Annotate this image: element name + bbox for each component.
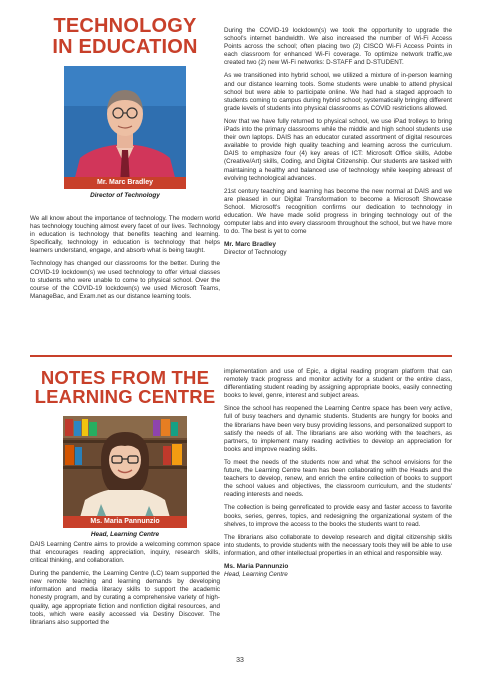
tech-left-text bbox=[30, 215, 220, 301]
section-divider bbox=[30, 355, 452, 357]
paragraph: During the pandemic, the Learning Centre (LC) team supported the new remote teaching and learning demands by developing information and media literacy skills to support the academic honesty program, and by curating a comprehensive variety of high-quality, age appropriate fiction and nonfiction digital resources, and tools, which were easily accessed via Destiny Discover. The librarians also supported the bbox=[30, 570, 220, 626]
paragraph: During the COVID-19 lockdown(s) we took the opportunity to upgrade the school's internet bandwidth. We also increased the number of Wi-Fi Access Points across the school; often placing two (2) CISCO Wi-Fi Access Points in each classroom for enhanced Wi-Fi coverage. To optimize network traffic,we created two (2) new Wi-Fi networks: D-STAFF and D-STUDENT. bbox=[224, 27, 452, 67]
paragraph: 21st century teaching and learning has become the new normal at DAIS and we are pleased in our Digital Transformation to become a Microsoft Showcase School. Microsoft's recognition confirms our dedication to technology in education. We have made solid progress in bringing technology out of the computer labs and into every classroom throughout the school, but we have more to do. The best is yet to come bbox=[224, 187, 452, 236]
library-signature-name: Ms. Maria Pannunzio bbox=[224, 562, 289, 570]
paragraph: The collection is being genreficated to provide easy and faster access to favorite books, series, genres, topics, and redesigning the organizational system of the shelves, to improve the access to the books the students want to read. bbox=[224, 504, 452, 528]
portrait-mr-marc-bradley bbox=[64, 66, 186, 189]
paragraph: Since the school has reopened the Learning Centre space has been very active, full of busy teachers and dynamic students. Students are hungry for books and the librarians have been very busy providing lessons, and personalized support to satisfy the needs of all. The librarians are also working with the teachers, as partners, to implement many reading activities to develop an appreciation for books and improve reading skills. bbox=[224, 405, 452, 453]
paragraph: As we transitioned into hybrid school, we utilized a mixture of in-person learning and our distance learning tools. Some students were unable to attend physical school but were able to participate online. We had had a staged approach to students coming to campus during hybrid school; systematically bringing different grade levels of students into physical classrooms as COVID restrictions allowed. bbox=[224, 72, 452, 112]
library-heading bbox=[30, 368, 220, 407]
library-photo bbox=[63, 416, 187, 528]
library-photo-role: Head, Learning Centre bbox=[90, 530, 160, 538]
paragraph: Now that we have fully returned to physical school, we use iPad trolleys to bring iPads into the primary classrooms while the middle and high school students use their own laptops. DAIS has an educator curated assortment of digital resources available to provide high quality teaching and learning across the curriculum. DAIS to emphasize four (4) key areas of ICT: Microsoft Office skills, Adobe (Creative/Art) skills, Coding, and Digital Citizenship. Our students are tasked with maintaining a healthy and balanced use of technology while keeping abreast of evolving technological advances. bbox=[224, 117, 452, 182]
paragraph: Technology has changed our classrooms for the better. During the COVID-19 lockdown(s) we used technology to offer virtual classes to students who were unable to come to physical school. Over the course of the COVID-19 lockdown(s) we used Microsoft Teams, ManageBac, and Exam.net as our distance learning tools. bbox=[30, 260, 220, 300]
tech-signature-name: Mr. Marc Bradley bbox=[224, 241, 277, 249]
portrait-ms-maria-pannunzio bbox=[63, 416, 187, 528]
tech-photo-name: Mr. Marc Bradley bbox=[64, 177, 186, 189]
tech-heading-line1: TECHNOLOGY bbox=[53, 15, 197, 37]
paragraph: implementation and use of Epic, a digital reading program platform that can remotely track progress and monitor activity for a student or the entire class, differentiating student reading by assigning appropriate books, easily connecting books to level, genre, interest and subject areas. bbox=[224, 368, 452, 400]
library-signature-role: Head, Learning Centre bbox=[224, 570, 288, 578]
library-right-column bbox=[224, 368, 452, 579]
paragraph: We all know about the importance of technology. The modern world has technology touching almost every facet of our lives. Technology in education is technology that benefits teaching and learning. Specifically, technology in education is technology that helps learners understand, engage, and absorb what is being taught. bbox=[30, 215, 220, 255]
library-photo-name: Ms. Maria Pannunzio bbox=[63, 516, 187, 528]
paragraph: To meet the needs of the students now and what the school envisions for the future, the Learning Centre team has been collaborating with the Heads and the teachers to develop, renew, and enrich the entire collection of books to support the school values and objectives, the classroom curriculum, and the students' reading interests and needs. bbox=[224, 458, 452, 499]
library-left-text bbox=[30, 541, 220, 627]
tech-photo bbox=[64, 66, 186, 189]
library-heading-line2: LEARNING CENTRE bbox=[34, 386, 216, 408]
library-heading-line1: NOTES FROM THE bbox=[40, 367, 210, 388]
tech-left-column bbox=[30, 16, 220, 306]
tech-right-column bbox=[224, 27, 452, 257]
library-left-column bbox=[30, 368, 220, 632]
tech-heading bbox=[30, 16, 220, 58]
tech-photo-role: Director of Technology bbox=[90, 192, 160, 199]
tech-signature-role: Director of Technology bbox=[224, 249, 287, 257]
page-number: 33 bbox=[236, 657, 244, 664]
tech-heading-line2: IN EDUCATION bbox=[52, 36, 198, 58]
paragraph: DAIS Learning Centre aims to provide a welcoming common space that encourages reading appreciation, inquiry, research skills, critical thinking, and collaboration. bbox=[30, 540, 220, 565]
paragraph: The librarians also collaborate to develop research and digital citizenship skills into students, to provide students with the necessary tools they will be able to use information, and other intellectual properties in an ethical and responsible way. bbox=[224, 533, 452, 557]
